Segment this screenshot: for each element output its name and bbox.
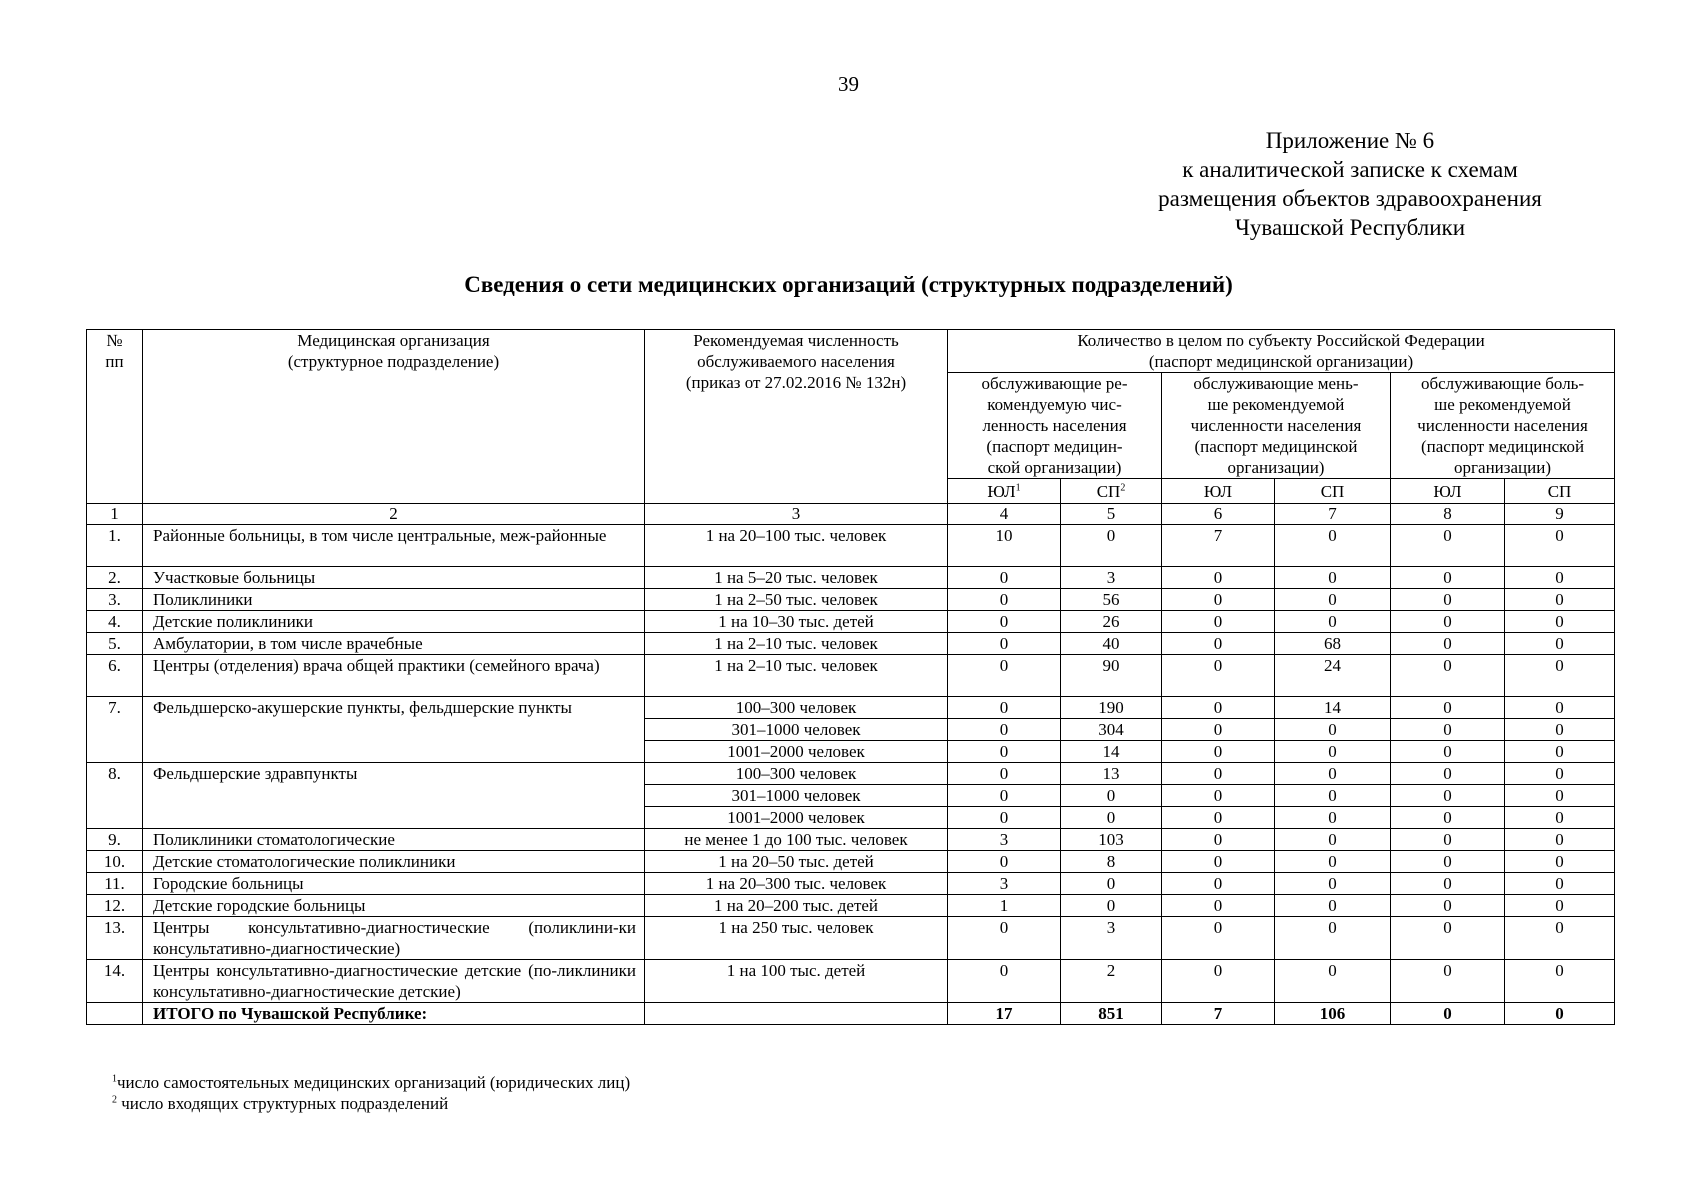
count-value: 0 [1275, 763, 1391, 785]
count-value: 0 [1275, 611, 1391, 633]
count-value: 0 [1391, 807, 1505, 829]
count-value: 0 [948, 697, 1061, 719]
count-value: 0 [1162, 697, 1275, 719]
count-value: 0 [1505, 633, 1615, 655]
count-value: 0 [1391, 741, 1505, 763]
row-number: 4. [87, 611, 143, 633]
count-value: 0 [1391, 633, 1505, 655]
recommended-population: 1 на 2–10 тыс. человек [645, 633, 948, 655]
count-value: 0 [1275, 567, 1391, 589]
organization-name: Фельдшерские здравпункты [143, 763, 645, 829]
total-value: 17 [948, 1003, 1061, 1025]
table-row [87, 697, 1615, 719]
count-value: 3 [948, 829, 1061, 851]
count-value: 0 [948, 807, 1061, 829]
row-number: 3. [87, 589, 143, 611]
total-label: ИТОГО по Чувашской Республике: [143, 1003, 645, 1025]
count-value: 0 [1505, 589, 1615, 611]
header-sp: СП [1275, 479, 1391, 504]
count-value: 0 [1061, 785, 1162, 807]
table-row [87, 525, 1615, 567]
total-value: 0 [1391, 1003, 1505, 1025]
table-row [87, 873, 1615, 895]
count-value: 0 [1275, 785, 1391, 807]
medical-network-table [86, 329, 1615, 1025]
header-organization: Медицинская организация (структурное подразделение) [143, 330, 645, 504]
row-number: 12. [87, 895, 143, 917]
footnote-mark: 2 [112, 1094, 117, 1106]
recommended-population: 1001–2000 человек [645, 741, 948, 763]
recommended-population: 1001–2000 человек [645, 807, 948, 829]
count-value: 0 [1162, 611, 1275, 633]
organization-name: Амбулатории, в том числе врачебные [143, 633, 645, 655]
row-number: 11. [87, 873, 143, 895]
count-value: 0 [1505, 873, 1615, 895]
count-value: 0 [1162, 741, 1275, 763]
table-row [87, 829, 1615, 851]
column-number: 5 [1061, 504, 1162, 525]
count-value: 0 [1505, 960, 1615, 1003]
count-value: 26 [1061, 611, 1162, 633]
count-value: 0 [948, 917, 1061, 960]
count-value: 24 [1275, 655, 1391, 697]
header-group-less: обслуживающие мень- ше рекомендуемой численности населения (паспорт медицинской организации) [1162, 373, 1391, 479]
count-value: 0 [1162, 873, 1275, 895]
count-value: 0 [1061, 807, 1162, 829]
count-value: 0 [948, 960, 1061, 1003]
organization-name: Городские больницы [143, 873, 645, 895]
recommended-population: 100–300 человек [645, 763, 948, 785]
count-value: 0 [948, 719, 1061, 741]
count-value: 0 [1505, 763, 1615, 785]
count-value: 0 [1275, 960, 1391, 1003]
count-value: 0 [1505, 697, 1615, 719]
count-value: 0 [1391, 763, 1505, 785]
recommended-population: 1 на 2–50 тыс. человек [645, 589, 948, 611]
row-number: 7. [87, 697, 143, 763]
count-value: 0 [1162, 567, 1275, 589]
count-value: 56 [1061, 589, 1162, 611]
count-value: 0 [1505, 807, 1615, 829]
count-value: 0 [948, 785, 1061, 807]
count-value: 190 [1061, 697, 1162, 719]
recommended-population: 1 на 250 тыс. человек [645, 917, 948, 960]
count-value: 0 [1391, 829, 1505, 851]
count-value: 0 [1275, 829, 1391, 851]
column-number: 7 [1275, 504, 1391, 525]
count-value: 0 [1275, 917, 1391, 960]
header-sp: $СП^2$ [1061, 479, 1162, 504]
count-value: 0 [1505, 525, 1615, 567]
header-group-more: обслуживающие боль- ше рекомендуемой численности населения (паспорт медицинской организации) [1391, 373, 1615, 479]
row-number: 14. [87, 960, 143, 1003]
count-value: 0 [1275, 741, 1391, 763]
count-value: 0 [948, 655, 1061, 697]
count-value: 0 [1162, 807, 1275, 829]
count-value: 68 [1275, 633, 1391, 655]
organization-name: Поликлиники [143, 589, 645, 611]
count-value: 0 [1505, 829, 1615, 851]
recommended-population: 1 на 20–100 тыс. человек [645, 525, 948, 567]
count-value: 40 [1061, 633, 1162, 655]
count-value: 8 [1061, 851, 1162, 873]
organization-name: Детские городские больницы [143, 895, 645, 917]
column-number-row [87, 504, 1615, 525]
header-ul: ЮЛ [1391, 479, 1505, 504]
count-value: 0 [1162, 719, 1275, 741]
organization-name: Центры (отделения) врача общей практики (семейного врача) [143, 655, 645, 697]
count-value: 2 [1061, 960, 1162, 1003]
table-row [87, 960, 1615, 1003]
table-row [87, 851, 1615, 873]
count-value: 0 [1505, 917, 1615, 960]
footnote-mark: 2 [1120, 481, 1126, 493]
count-value: 3 [1061, 567, 1162, 589]
count-value: 0 [1505, 785, 1615, 807]
count-value: 3 [1061, 917, 1162, 960]
footnote-text: число входящих структурных подразделений [121, 1094, 449, 1113]
count-value: 0 [1275, 873, 1391, 895]
count-value: 0 [1061, 895, 1162, 917]
count-value: 0 [948, 633, 1061, 655]
total-value: 7 [1162, 1003, 1275, 1025]
footnote-text: число самостоятельных медицинских организаций (юридических лиц) [117, 1073, 631, 1092]
total-value: 0 [1505, 1003, 1615, 1025]
count-value: 0 [1391, 567, 1505, 589]
count-value: 0 [948, 741, 1061, 763]
column-number: 6 [1162, 504, 1275, 525]
table-row [87, 567, 1615, 589]
recommended-population: 301–1000 человек [645, 785, 948, 807]
recommended-population: 1 на 20–200 тыс. детей [645, 895, 948, 917]
row-number: 13. [87, 917, 143, 960]
count-value: 0 [1391, 895, 1505, 917]
header-num: № пп [87, 330, 143, 504]
recommended-population: 1 на 20–300 тыс. человек [645, 873, 948, 895]
count-value: 1 [948, 895, 1061, 917]
organization-name: Центры консультативно-диагностические детские (по-ликлиники консультативно-диагностические детские) [143, 960, 645, 1003]
count-value: 0 [1162, 917, 1275, 960]
count-value: 304 [1061, 719, 1162, 741]
count-value: 0 [948, 851, 1061, 873]
count-value: 0 [1162, 851, 1275, 873]
footnotes [112, 1072, 630, 1114]
count-value: 103 [1061, 829, 1162, 851]
count-value: 14 [1275, 697, 1391, 719]
count-value: 0 [1275, 895, 1391, 917]
count-value: 7 [1162, 525, 1275, 567]
count-value: 0 [1505, 719, 1615, 741]
header-ul: ЮЛ [1162, 479, 1275, 504]
recommended-population [645, 1003, 948, 1025]
organization-name: Центры консультативно-диагностические (поликлини-ки консультативно-диагностические) [143, 917, 645, 960]
recommended-population: 1 на 100 тыс. детей [645, 960, 948, 1003]
column-number: 9 [1505, 504, 1615, 525]
footnote-mark: 1 [112, 1073, 117, 1085]
count-value: 0 [1391, 655, 1505, 697]
document-title: Сведения о сети медицинских организаций (структурных подразделений) [464, 272, 1233, 297]
header-recommended-population: Рекомендуемая численность обслуживаемого населения (приказ от 27.02.2016 № 132н) [645, 330, 948, 504]
count-value: 0 [1162, 785, 1275, 807]
count-value: 0 [1391, 719, 1505, 741]
appendix-line: Чувашской Республики [1234, 215, 1466, 240]
header-ul: $ЮЛ^1$ [948, 479, 1061, 504]
recommended-population: не менее 1 до 100 тыс. человек [645, 829, 948, 851]
count-value: 0 [1162, 655, 1275, 697]
column-number: 1 [87, 504, 143, 525]
header-group-recommended: обслуживающие ре- комендуемую чис- ленность населения (паспорт медицин- ской организации) [948, 373, 1162, 479]
organization-name: Фельдшерско-акушерские пункты, фельдшерские пункты [143, 697, 645, 763]
count-value: 0 [1505, 567, 1615, 589]
recommended-population: 100–300 человек [645, 697, 948, 719]
count-value: 0 [1162, 589, 1275, 611]
total-value: 851 [1061, 1003, 1162, 1025]
count-value: 0 [1391, 611, 1505, 633]
count-value: 0 [948, 763, 1061, 785]
table-row [87, 633, 1615, 655]
count-value: 0 [1391, 960, 1505, 1003]
count-value: 0 [1061, 525, 1162, 567]
count-value: 0 [1505, 741, 1615, 763]
row-number: 2. [87, 567, 143, 589]
page-number: 39 [838, 72, 859, 96]
organization-name: Детские поликлиники [143, 611, 645, 633]
total-row [87, 1003, 1615, 1025]
row-number: 9. [87, 829, 143, 851]
count-value: 10 [948, 525, 1061, 567]
table-row [87, 917, 1615, 960]
appendix-line: к аналитической записке к схемам [1182, 157, 1518, 182]
count-value: 3 [948, 873, 1061, 895]
count-value: 0 [1275, 525, 1391, 567]
row-number [87, 1003, 143, 1025]
count-value: 0 [1391, 873, 1505, 895]
header-quantity: Количество в целом по субъекту Российской Федерации (паспорт медицинской организации) [948, 330, 1615, 373]
count-value: 0 [1505, 655, 1615, 697]
row-number: 8. [87, 763, 143, 829]
recommended-population: 1 на 5–20 тыс. человек [645, 567, 948, 589]
column-number: 4 [948, 504, 1061, 525]
column-number: 3 [645, 504, 948, 525]
count-value: 0 [1275, 589, 1391, 611]
organization-name: Участковые больницы [143, 567, 645, 589]
footnote [112, 1072, 630, 1093]
count-value: 0 [1162, 763, 1275, 785]
appendix-note [1130, 126, 1570, 242]
count-value: 0 [1391, 917, 1505, 960]
organization-name: Районные больницы, в том числе центральные, меж-районные [143, 525, 645, 567]
column-number: 2 [143, 504, 645, 525]
table-row [87, 763, 1615, 785]
recommended-population: 1 на 20–50 тыс. детей [645, 851, 948, 873]
table-row [87, 895, 1615, 917]
count-value: 0 [1505, 895, 1615, 917]
footnote-mark: 1 [1015, 481, 1021, 493]
organization-name: Детские стоматологические поликлиники [143, 851, 645, 873]
row-number: 6. [87, 655, 143, 697]
table-row [87, 611, 1615, 633]
count-value: 0 [1275, 851, 1391, 873]
count-value: 0 [1391, 697, 1505, 719]
footnote [112, 1093, 630, 1114]
count-value: 0 [948, 611, 1061, 633]
count-value: 14 [1061, 741, 1162, 763]
count-value: 90 [1061, 655, 1162, 697]
count-value: 0 [948, 567, 1061, 589]
count-value: 0 [1162, 895, 1275, 917]
row-number: 1. [87, 525, 143, 567]
count-value: 0 [1162, 633, 1275, 655]
count-value: 0 [1275, 807, 1391, 829]
appendix-line: размещения объектов здравоохранения [1158, 186, 1542, 211]
appendix-line: Приложение № 6 [1265, 128, 1435, 153]
header-sp: СП [1505, 479, 1615, 504]
count-value: 0 [1391, 785, 1505, 807]
count-value: 0 [1275, 719, 1391, 741]
count-value: 0 [1391, 851, 1505, 873]
count-value: 0 [1391, 589, 1505, 611]
table-row [87, 655, 1615, 697]
count-value: 0 [1505, 611, 1615, 633]
recommended-population: 301–1000 человек [645, 719, 948, 741]
count-value: 13 [1061, 763, 1162, 785]
table-body [87, 525, 1615, 1025]
count-value: 0 [1162, 829, 1275, 851]
count-value: 0 [1391, 525, 1505, 567]
count-value: 0 [1162, 960, 1275, 1003]
table-row [87, 589, 1615, 611]
recommended-population: 1 на 2–10 тыс. человек [645, 655, 948, 697]
count-value: 0 [948, 589, 1061, 611]
row-number: 10. [87, 851, 143, 873]
organization-name: Поликлиники стоматологические [143, 829, 645, 851]
row-number: 5. [87, 633, 143, 655]
recommended-population: 1 на 10–30 тыс. детей [645, 611, 948, 633]
column-number: 8 [1391, 504, 1505, 525]
total-value: 106 [1275, 1003, 1391, 1025]
count-value: 0 [1505, 851, 1615, 873]
count-value: 0 [1061, 873, 1162, 895]
